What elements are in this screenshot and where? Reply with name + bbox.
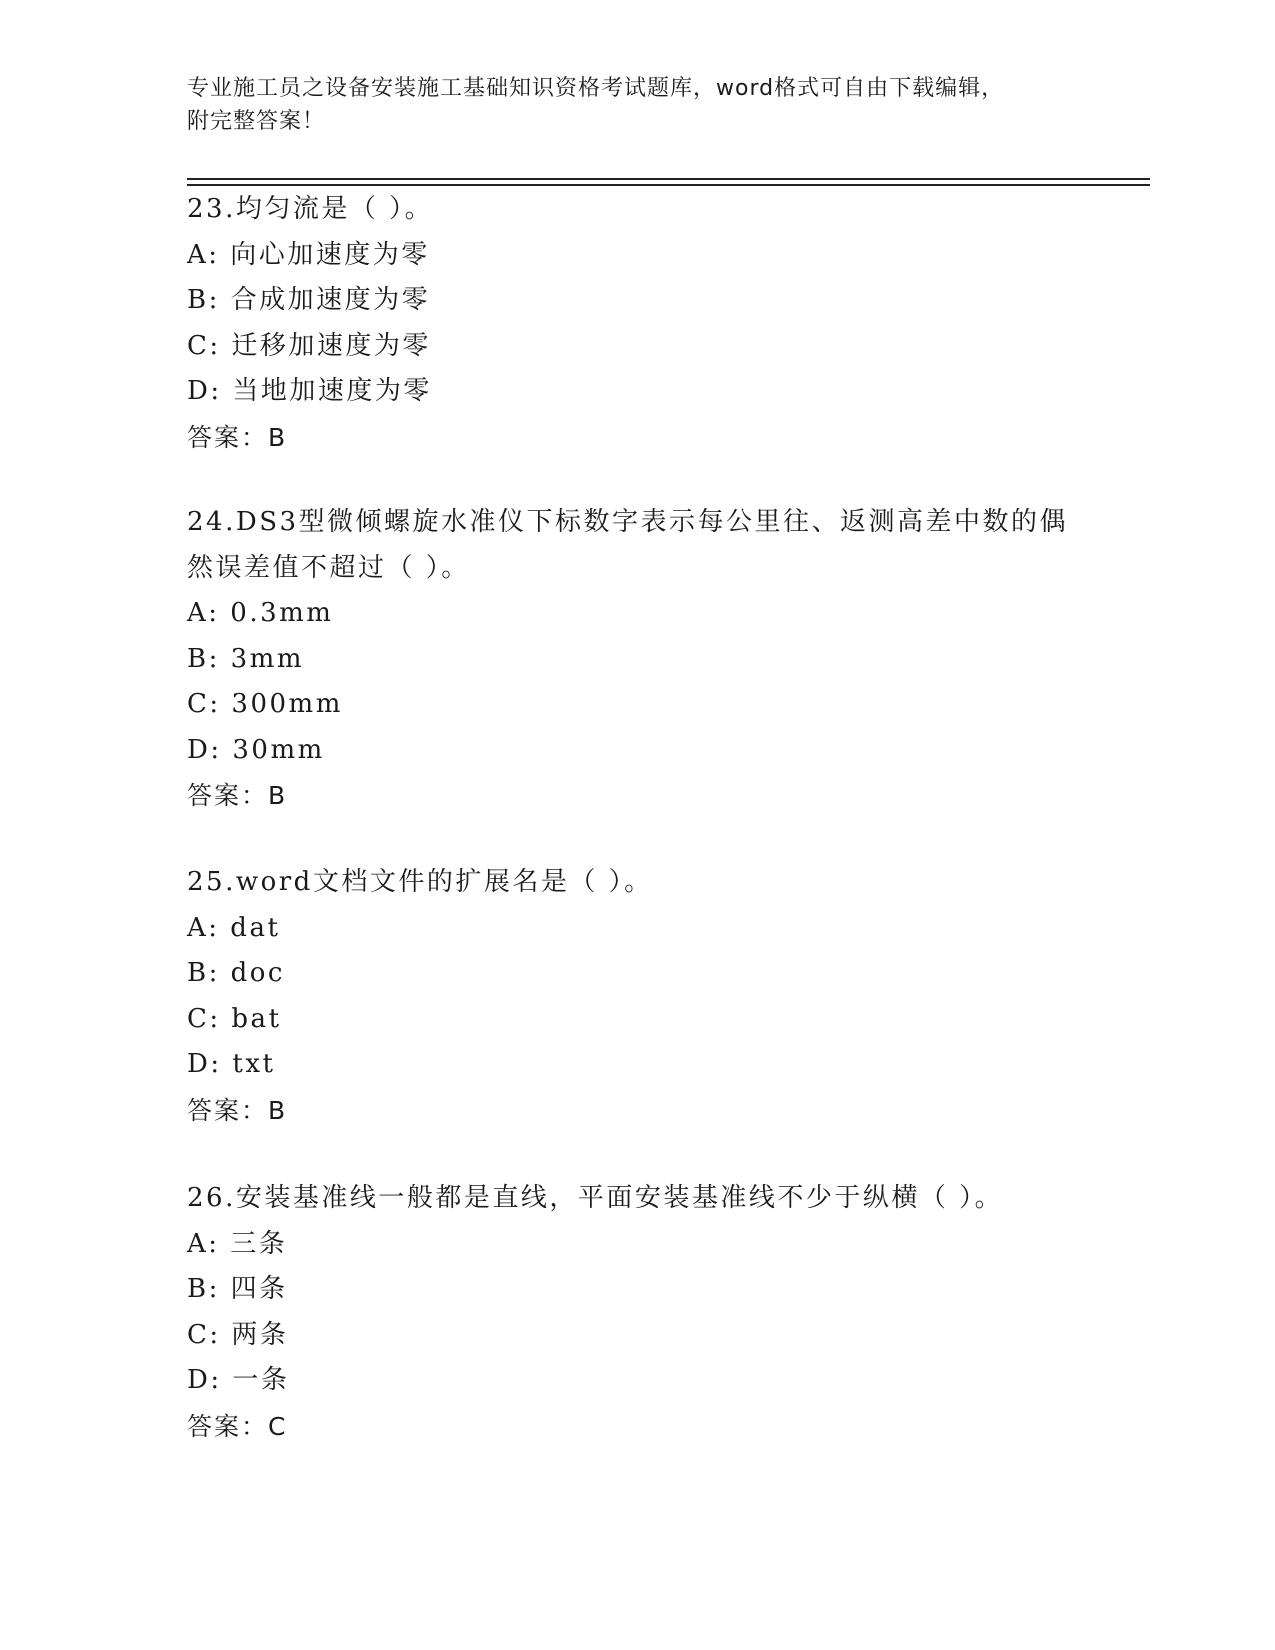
question-text: 23.均匀流是（ ）。 (187, 194, 434, 224)
option-a: A: dat (187, 912, 281, 943)
option-b: B: 合成加速度为零 (187, 285, 431, 315)
option-d: D: 30mm (187, 734, 325, 765)
option-c: C: 迁移加速度为零 (187, 330, 431, 361)
question-23 (187, 187, 1087, 460)
option-d: D: 一条 (187, 1365, 290, 1395)
header-divider-top (187, 178, 1150, 180)
answer-line: 答案：B (187, 781, 288, 810)
option-a: A: 向心加速度为零 (187, 239, 430, 270)
option-d: D: 当地加速度为零 (187, 376, 432, 406)
option-c: C: bat (187, 1003, 282, 1034)
header-line-1: 专业施工员之设备安装施工基础知识资格考试题库，word格式可自由下载编辑， (187, 76, 1005, 101)
option-c: C: 两条 (187, 1319, 289, 1350)
question-text: 25.word文档文件的扩展名是（ ）。 (187, 867, 653, 897)
question-24 (187, 500, 1087, 819)
question-26 (187, 1176, 1087, 1449)
document-header (187, 72, 1087, 138)
option-c: C: 300mm (187, 689, 343, 719)
option-b: B: doc (187, 958, 285, 988)
question-25 (187, 860, 1087, 1133)
answer-line: 答案：B (187, 422, 288, 452)
option-a: A: 三条 (187, 1228, 288, 1259)
option-b: B: 3mm (187, 643, 304, 674)
answer-line: 答案：C (187, 1411, 288, 1441)
header-divider-bottom (187, 184, 1150, 186)
question-text-line-1: 24.DS3型微倾螺旋水准仪下标数字表示每公里往、返测高差中数的偶 (187, 507, 1069, 537)
answer-line: 答案：B (187, 1095, 288, 1125)
option-d: D: txt (187, 1049, 276, 1079)
option-b: B: 四条 (187, 1274, 288, 1304)
option-a: A: 0.3mm (187, 598, 334, 628)
header-line-2: 附完整答案！ (187, 109, 326, 134)
question-text: 26.安装基准线一般都是直线，平面安装基准线不少于纵横（ ）。 (187, 1183, 1004, 1213)
question-text-line-2: 然误差值不超过（ ）。 (187, 552, 470, 583)
